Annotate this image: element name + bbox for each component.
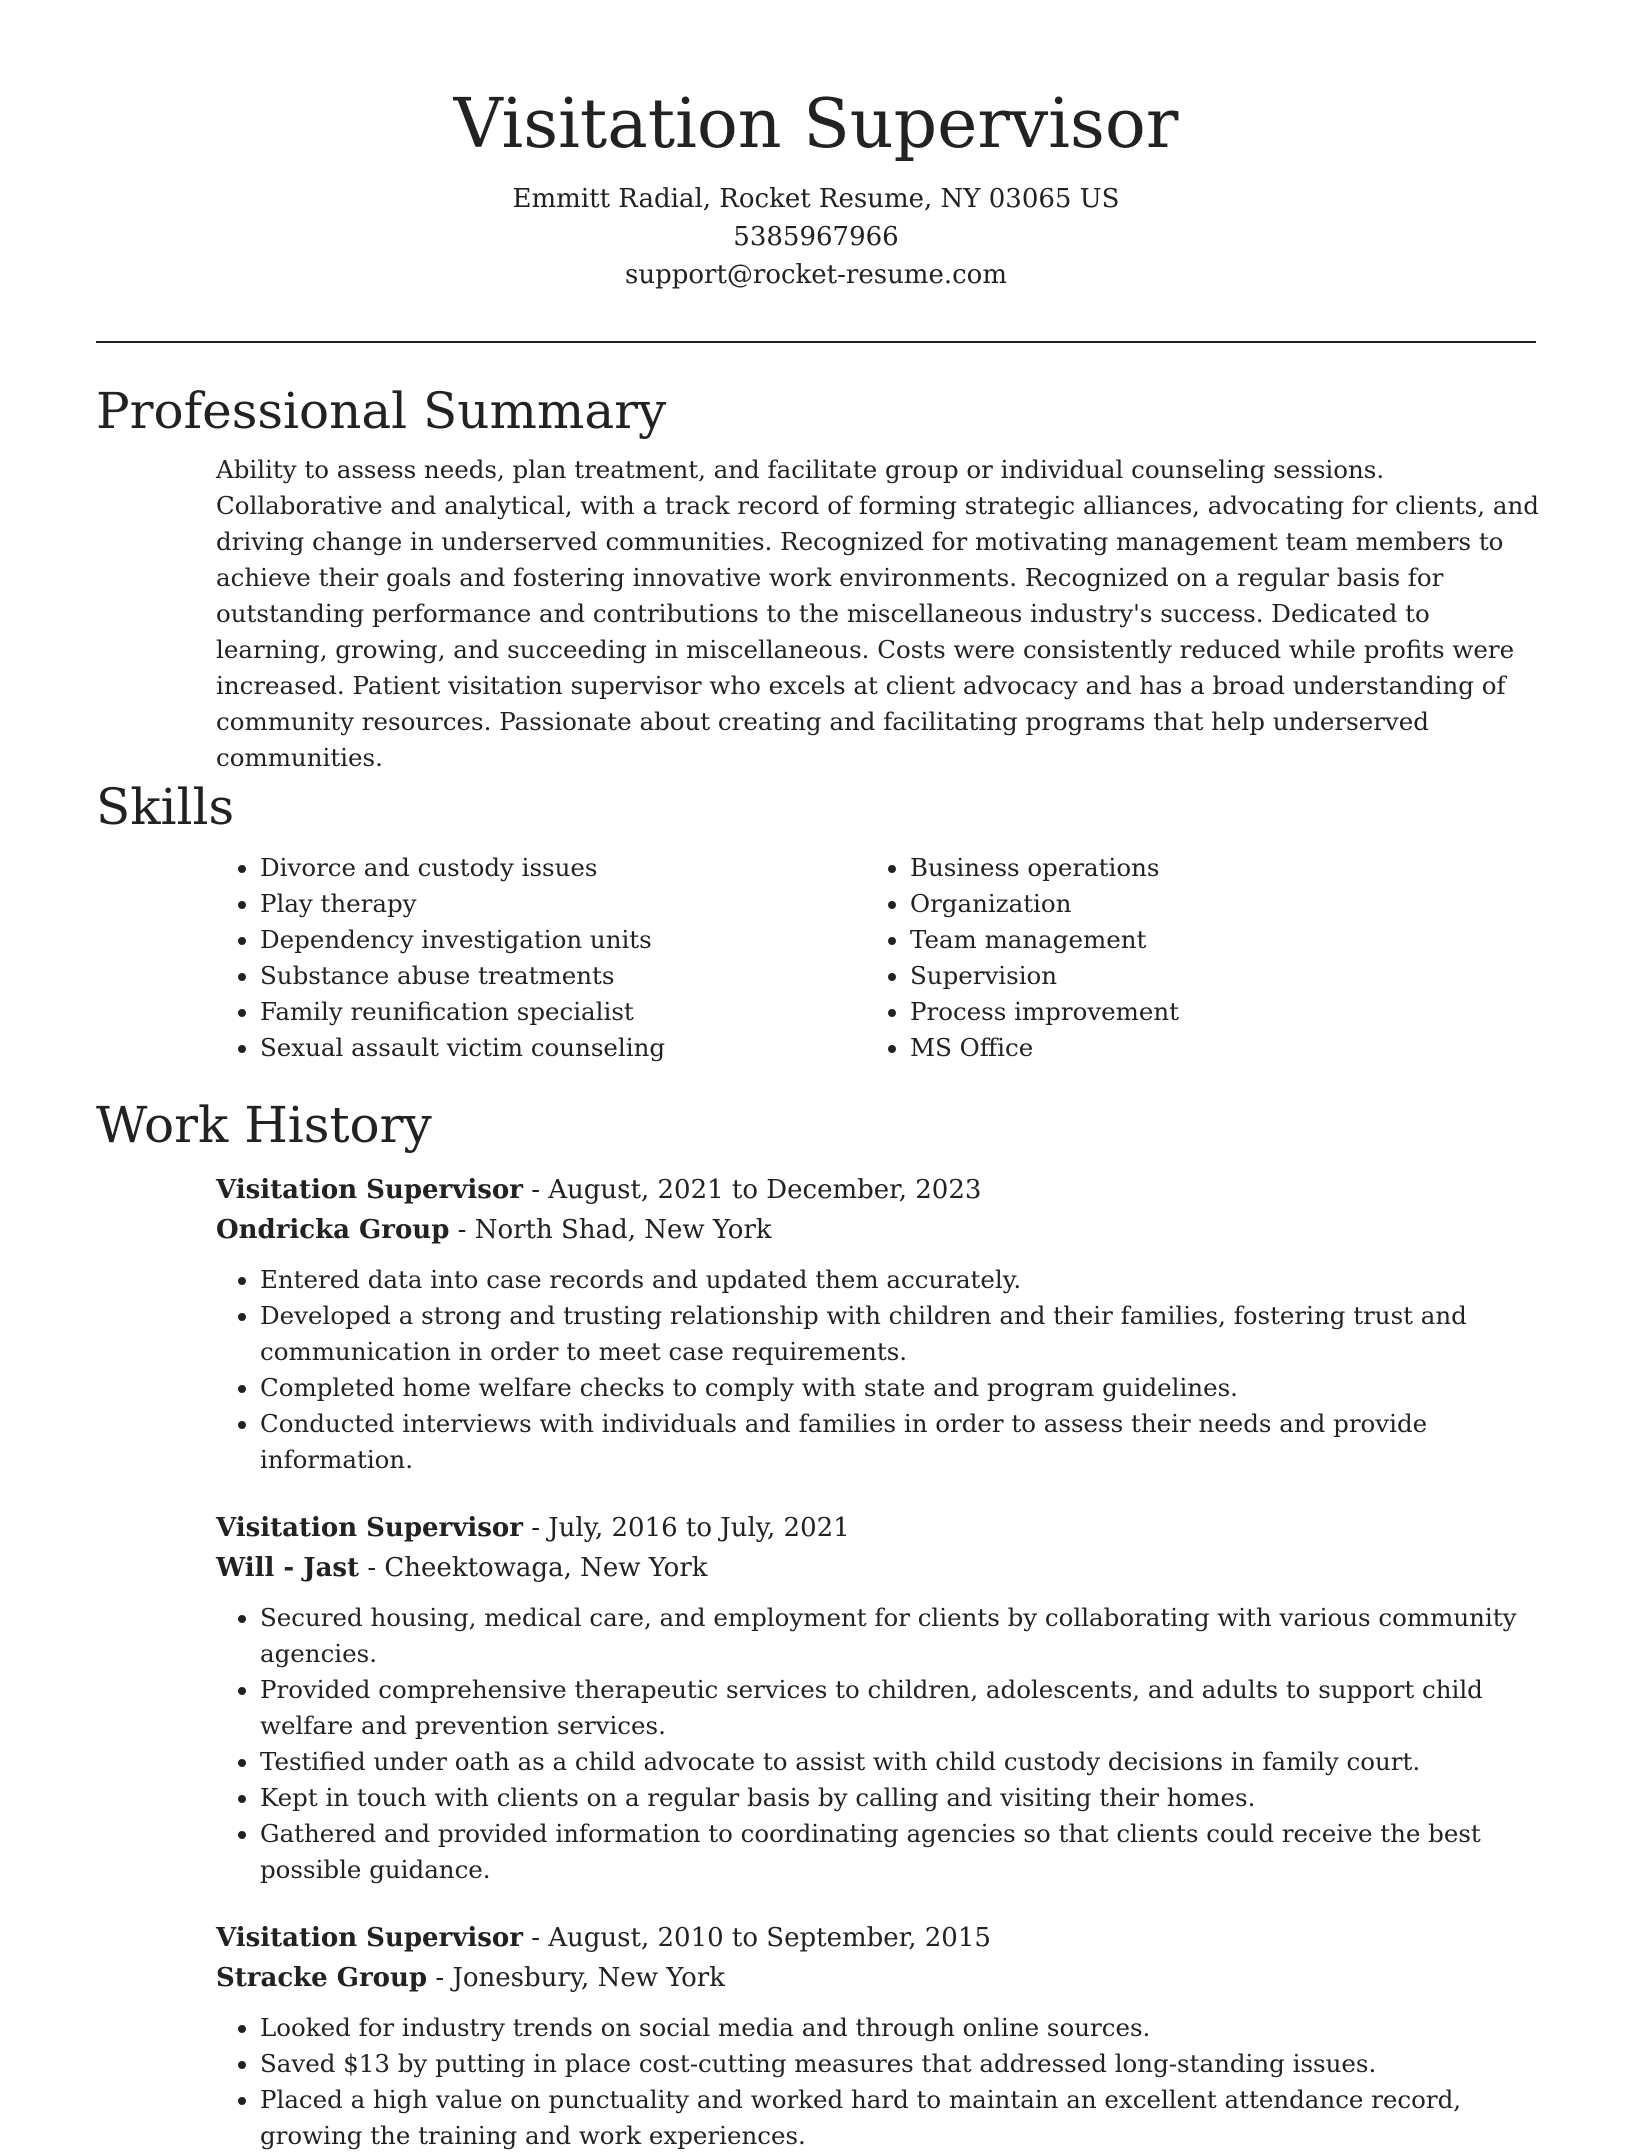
job-title: Visitation Supervisor: [216, 1923, 523, 1953]
job-bullet: • Provided comprehensive therapeutic services to children, adolescents, and adults to support child welfare and prevention services.: [260, 1672, 1560, 1744]
job-location: Jonesbury, New York: [452, 1963, 725, 1993]
job-company-line: Stracke Group - Jonesbury, New York: [216, 1963, 725, 1993]
skill-item: • Business operations: [910, 850, 1516, 886]
job-location: Cheektowaga, New York: [384, 1553, 708, 1583]
phone: 5385967966: [733, 222, 899, 252]
skill-item: • Sexual assault victim counseling: [260, 1030, 866, 1066]
job-title-line: Visitation Supervisor - August, 2021 to December, 2023: [216, 1175, 982, 1205]
job-bullets: [216, 1262, 1560, 1478]
work-history-heading: Work History: [96, 1096, 432, 1154]
skill-item: • Team management: [910, 922, 1516, 958]
job-title-line: Visitation Supervisor - August, 2010 to September, 2015: [216, 1923, 991, 1953]
job-bullet: • Placed a high value on punctuality and worked hard to maintain an excellent attendance record, growing the training and work experiences.: [260, 2082, 1560, 2154]
job-dates: August, 2021 to December, 2023: [548, 1175, 982, 1205]
contact-block: [0, 180, 1632, 294]
skills-heading: Skills: [96, 778, 235, 836]
job-company-line: Will - Jast - Cheektowaga, New York: [216, 1553, 708, 1583]
skill-item: • Process improvement: [910, 994, 1516, 1030]
skills-list: [216, 850, 1546, 1066]
skill-item: • Supervision: [910, 958, 1516, 994]
job-bullet: • Gathered and provided information to coordinating agencies so that clients could receive the best possible guidance.: [260, 1816, 1560, 1888]
job-dates: August, 2010 to September, 2015: [548, 1923, 991, 1953]
skills-left-column: [216, 850, 866, 1066]
summary-section: [96, 380, 1546, 776]
job-bullet: • Secured housing, medical care, and employment for clients by collaborating with various community agencies.: [260, 1600, 1560, 1672]
job-company: Stracke Group: [216, 1963, 428, 1993]
skill-item: • Organization: [910, 886, 1516, 922]
job-company: Ondricka Group: [216, 1215, 450, 1245]
skills-section: [96, 776, 1546, 1066]
job-bullet: • Testified under oath as a child advocate to assist with child custody decisions in family court.: [260, 1744, 1560, 1780]
job-entry: [216, 1170, 1546, 1478]
job-company: Will - Jast: [216, 1553, 360, 1583]
job-title: Visitation Supervisor: [216, 1175, 523, 1205]
job-bullets: [216, 1600, 1560, 1888]
job-bullet: • Looked for industry trends on social media and through online sources.: [260, 2010, 1560, 2046]
summary-heading: Professional Summary: [96, 382, 667, 440]
skill-item: • Dependency investigation units: [260, 922, 866, 958]
candidate-name: Visitation Supervisor: [453, 85, 1179, 164]
skill-item: • MS Office: [910, 1030, 1516, 1066]
job-title: Visitation Supervisor: [216, 1513, 523, 1543]
skill-item: • Family reunification specialist: [260, 994, 866, 1030]
job-bullets: [216, 2010, 1560, 2154]
summary-text: Ability to assess needs, plan treatment, and facilitate group or individual counseling sessions. Collaborative and analytical, with a track record of forming strategic alliances, advocating for clients, and driving change in underserved communities. Recognized for motivating management team members to achieve their goals and fostering innovative work environments. Recognized on a regular basis for outstanding performance and contributions to the miscellaneous industry's success. Dedicated to learning, growing, and succeeding in miscellaneous. Costs were consistently reduced while profits were increased. Patient visitation supervisor who excels at client advocacy and has a broad understanding of community resources. Passionate about creating and facilitating programs that help underserved communities.: [216, 455, 1539, 772]
job-bullet: • Kept in touch with clients on a regular basis by calling and visiting their homes.: [260, 1780, 1560, 1816]
email: support@rocket-resume.com: [624, 260, 1007, 290]
job-bullet: • Conducted interviews with individuals and families in order to assess their needs and provide information.: [260, 1406, 1560, 1478]
job-entry: [216, 1508, 1546, 1888]
skill-item: • Play therapy: [260, 886, 866, 922]
job-bullet: • Entered data into case records and updated them accurately.: [260, 1262, 1560, 1298]
skill-item: • Substance abuse treatments: [260, 958, 866, 994]
job-title-line: Visitation Supervisor - July, 2016 to July, 2021: [216, 1513, 850, 1543]
job-dates: July, 2016 to July, 2021: [548, 1513, 850, 1543]
job-company-line: Ondricka Group - North Shad, New York: [216, 1215, 772, 1245]
address: Emmitt Radial, Rocket Resume, NY 03065 US: [512, 184, 1120, 214]
resume-header: [0, 80, 1632, 294]
job-bullet: • Developed a strong and trusting relationship with children and their families, fostering trust and communication in order to meet case requirements.: [260, 1298, 1560, 1370]
skill-item: • Divorce and custody issues: [260, 850, 866, 886]
work-history-section: [96, 1094, 1546, 2154]
job-entry: [216, 1918, 1546, 2154]
job-bullet: • Saved $13 by putting in place cost-cutting measures that addressed long-standing issues.: [260, 2046, 1560, 2082]
job-bullet: • Completed home welfare checks to comply with state and program guidelines.: [260, 1370, 1560, 1406]
header-divider: [96, 341, 1536, 343]
job-location: North Shad, New York: [474, 1215, 772, 1245]
skills-right-column: [866, 850, 1516, 1066]
